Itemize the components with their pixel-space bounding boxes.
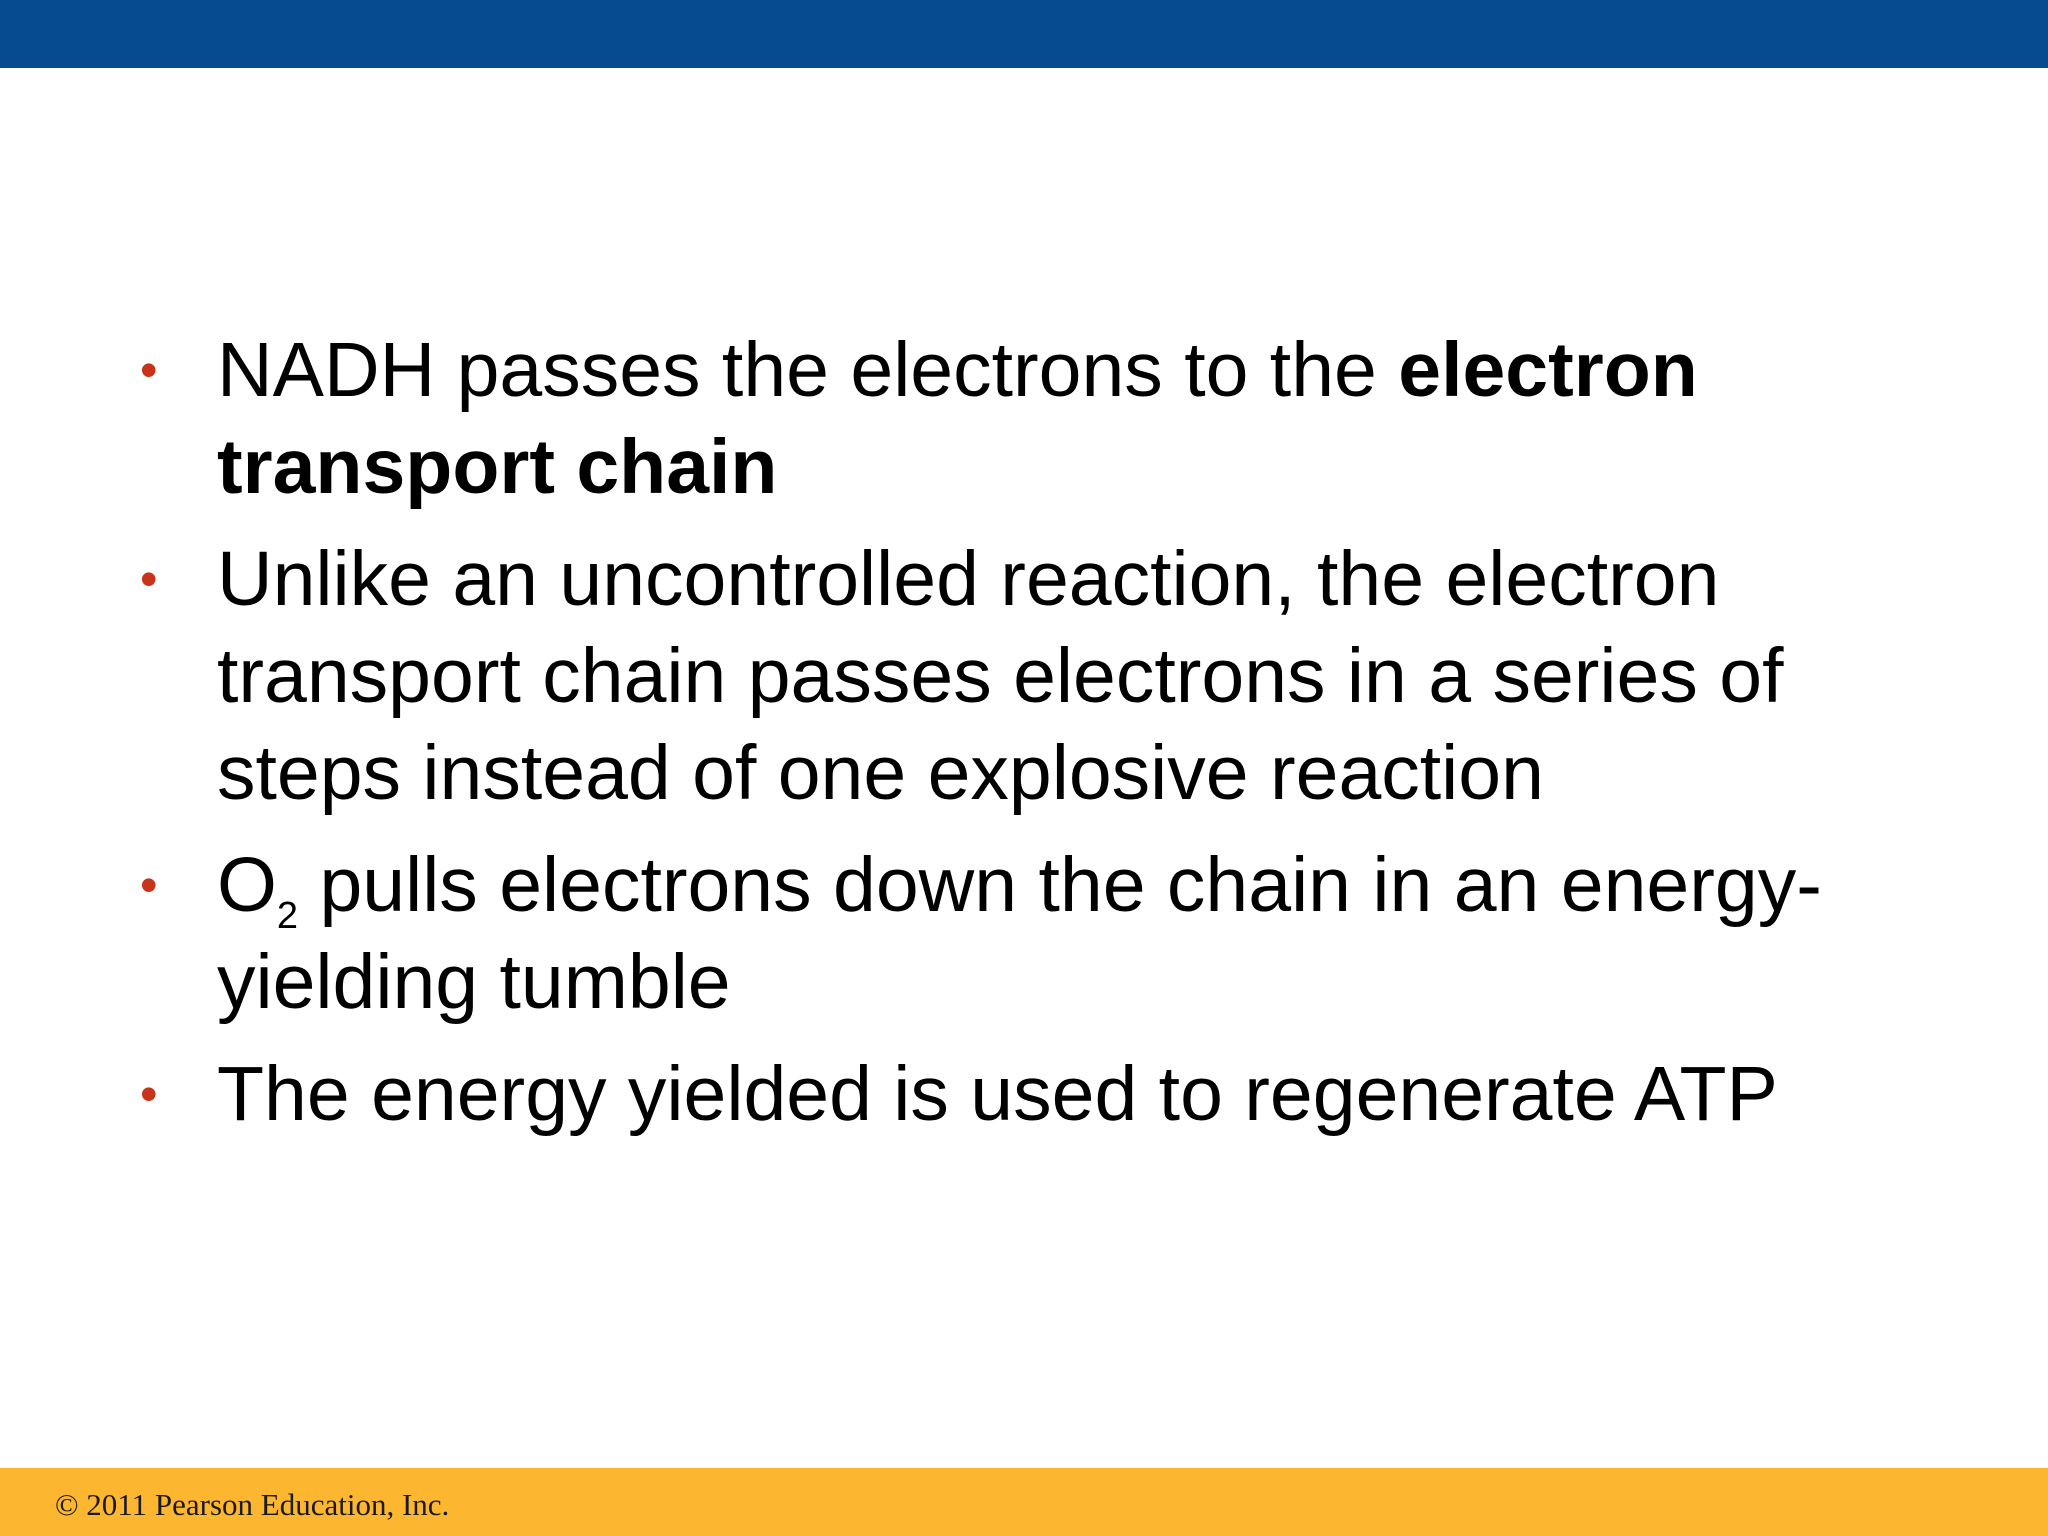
bullet-formula-symbol: O — [217, 842, 277, 928]
bullet-bold-term: electron transport chain — [217, 327, 1698, 510]
bullet-item-nadh — [140, 322, 1920, 516]
bullet-item-atp — [140, 1046, 1920, 1143]
header-bar — [0, 0, 2048, 68]
bullet-item-controlled-reaction — [140, 531, 1920, 822]
bullet-icon: • — [140, 342, 158, 398]
bullet-icon: • — [140, 551, 158, 607]
bullet-icon: • — [140, 1066, 158, 1122]
bullet-text: The energy yielded is used to regenerate ATP — [217, 1051, 1778, 1137]
bullet-text: NADH passes the electrons to the — [217, 327, 1399, 413]
bullet-formula-subscript: 2 — [276, 895, 299, 938]
copyright-notice: © 2011 Pearson Education, Inc. — [55, 1487, 450, 1522]
bullet-text: pulls electrons down the chain in an energy-yielding tumble — [217, 842, 1822, 1025]
bullet-icon: • — [140, 857, 158, 913]
bullet-list — [140, 322, 1920, 1158]
bullet-item-oxygen — [140, 837, 1920, 1031]
bullet-text: Unlike an uncontrolled reaction, the electron transport chain passes electrons in a series of steps instead of one explosive reaction — [217, 536, 1784, 816]
